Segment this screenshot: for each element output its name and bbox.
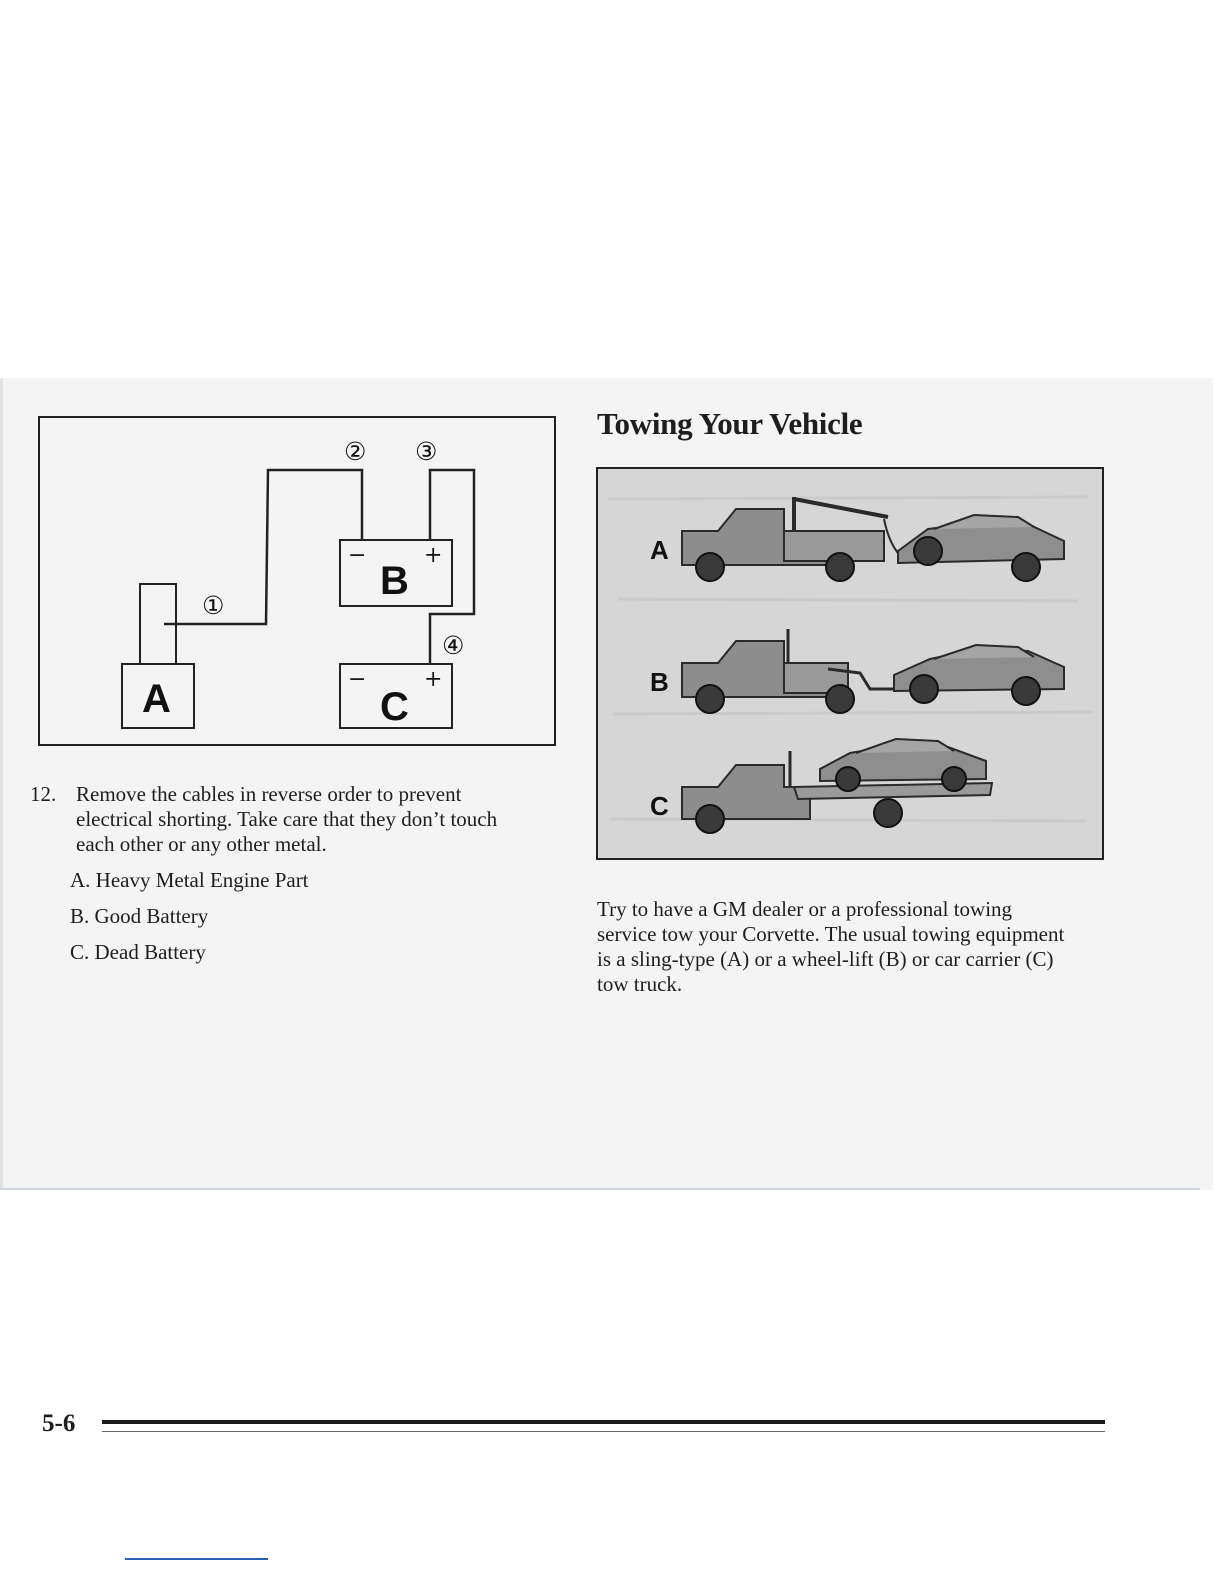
bottom-link-underline[interactable] bbox=[125, 1558, 268, 1560]
paragraph-line: is a sling-type (A) or a wheel-lift (B) or car carrier (C) bbox=[597, 947, 1054, 971]
paragraph-line: service tow your Corvette. The usual towing equipment bbox=[597, 922, 1065, 946]
figure-label-b: B bbox=[650, 667, 669, 697]
step-line: Remove the cables in reverse order to prevent bbox=[76, 782, 462, 806]
towing-paragraph bbox=[597, 897, 1107, 997]
b-negative-terminal: − bbox=[348, 543, 367, 568]
c-negative-terminal: − bbox=[348, 667, 367, 692]
c-positive-terminal: + bbox=[424, 667, 443, 692]
part-c-label: C bbox=[380, 685, 409, 729]
legend-item-c: C. Dead Battery bbox=[70, 940, 206, 964]
b-positive-terminal: + bbox=[424, 543, 443, 568]
negative-cable bbox=[164, 470, 362, 624]
figure-label-a: A bbox=[650, 535, 669, 565]
footer-rule bbox=[102, 1420, 1105, 1424]
callout-4: ④ bbox=[442, 631, 465, 660]
tow-truck-illustration-svg bbox=[598, 469, 1102, 858]
figure-label-c: C bbox=[650, 791, 669, 821]
page-number: 5-6 bbox=[42, 1410, 76, 1437]
part-b-label: B bbox=[380, 559, 409, 603]
part-a-label: A bbox=[142, 677, 171, 721]
jump-start-diagram bbox=[38, 416, 556, 746]
page-edge-line bbox=[0, 1188, 1200, 1190]
callout-1: ① bbox=[202, 591, 225, 620]
step-text bbox=[76, 782, 546, 857]
step-line: each other or any other metal. bbox=[76, 832, 327, 856]
legend-item-b: B. Good Battery bbox=[70, 904, 209, 928]
footer-rule-thin bbox=[102, 1431, 1105, 1432]
paragraph-line: Try to have a GM dealer or a professional towing bbox=[597, 897, 1013, 921]
step-line: electrical shorting. Take care that they don’t touch bbox=[76, 807, 498, 831]
tow-truck-illustration bbox=[596, 467, 1104, 860]
callout-2: ② bbox=[344, 437, 367, 466]
section-heading: Towing Your Vehicle bbox=[597, 406, 863, 441]
legend-item-a: A. Heavy Metal Engine Part bbox=[70, 868, 309, 892]
jump-start-diagram-svg bbox=[40, 418, 554, 744]
step-number: 12. bbox=[30, 782, 57, 806]
callout-3: ③ bbox=[415, 437, 438, 466]
paragraph-line: tow truck. bbox=[597, 972, 683, 996]
